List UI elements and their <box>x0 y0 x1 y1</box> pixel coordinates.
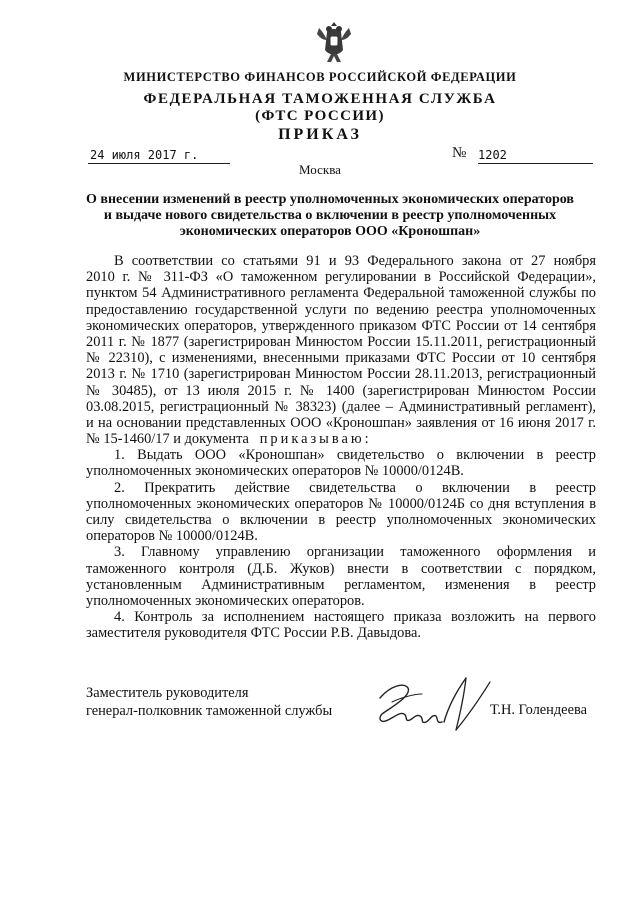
ministry-heading: МИНИСТЕРСТВО ФИНАНСОВ РОССИЙСКОЙ ФЕДЕРАЦИИ <box>123 70 517 84</box>
item-2-line: уполномоченных экономических операторов № 10000/0124Б со дня вступления в <box>86 495 596 512</box>
signatory-position-line: Заместитель руководителя <box>86 685 249 701</box>
body-line: экономических операторов, утвержденного приказом ФТС России от 14 сентября <box>86 317 596 334</box>
body-line: и на основании представленных ООО «Кроношпан» заявления от 16 июня 2017 г. <box>86 414 596 431</box>
body-line: № 22310), с изменениями, внесенными приказами ФТС России от 10 сентября <box>86 350 596 367</box>
handwritten-signature <box>370 668 500 748</box>
order-body <box>86 253 596 642</box>
body-line <box>86 431 596 447</box>
item-2-line: силу свидетельства о включении в реестр уполномоченных экономических <box>86 512 596 528</box>
body-line: 2011 г. № 1877 (зарегистрирован Минюстом России 15.11.2011, регистрационный <box>86 333 596 350</box>
item-2-line: операторов № 10000/0124В. <box>86 528 258 545</box>
item-3-line: 3. Главному управлению организации таможенного оформления и <box>114 544 596 561</box>
title-line: и выдаче нового свидетельства о включении в реестр уполномоченных <box>103 208 557 224</box>
body-line-text: № 15-1460/17 и документа <box>86 431 249 448</box>
title-line: экономических операторов ООО «Кроношпан» <box>179 224 481 240</box>
order-title <box>70 192 590 241</box>
issue-city: Москва <box>299 162 341 177</box>
title-line: О внесении изменений в реестр уполномоченных экономических операторов <box>86 192 574 207</box>
body-line: 2013 г. № 1710 (зарегистрирован Минюстом России 28.11.2013, регистрационный <box>86 366 596 383</box>
body-line: предоставлению государственной услуги по ведению реестра уполномоченных <box>86 301 596 318</box>
item-4-line: заместителя руководителя ФТС России Р.В. Давыдова. <box>86 625 421 642</box>
item-3-line: таможенного контроля (Д.Б. Жуков) внести в соответствии с порядком, <box>86 560 596 577</box>
body-line: 2010 г. № 311-ФЗ «О таможенном регулировании в Российской Федерации», <box>86 269 596 286</box>
item-3-line: установленным Административным регламентом, изменения в реестр <box>86 576 596 593</box>
signatory-position <box>86 684 332 720</box>
document-type-heading: ПРИКАЗ <box>278 126 362 143</box>
service-short-heading: (ФТС РОССИИ) <box>255 108 385 124</box>
item-2-line: 2. Прекратить действие свидетельства о включении в реестр <box>114 479 596 496</box>
order-date: 24 июля 2017 г. <box>88 148 230 164</box>
service-heading: ФЕДЕРАЛЬНАЯ ТАМОЖЕННАЯ СЛУЖБА <box>143 91 497 107</box>
item-4-line: 4. Контроль за исполнением настоящего приказа возложить на первого <box>114 609 596 626</box>
item-1-line: уполномоченных экономических операторов № 10000/0124В. <box>86 463 464 480</box>
order-number: 1202 <box>478 148 593 164</box>
order-command: приказываю: <box>259 431 372 448</box>
body-line: пунктом 54 Административного регламента Федеральной таможенной службы по <box>86 285 596 302</box>
body-line: № 30485), от 13 июля 2015 г. № 1400 (зарегистрирован Минюстом России <box>86 382 596 399</box>
item-1-line: 1. Выдать ООО «Кроношпан» свидетельство о включении в реестр <box>114 447 596 464</box>
signatory-name: Т.Н. Голендеева <box>490 702 587 718</box>
order-number-label: № <box>452 145 467 161</box>
signatory-position-line: генерал-полковник таможенной службы <box>86 703 333 719</box>
body-line: 03.08.2015, регистрационный № 38323) (далее – Административный регламент), <box>86 398 596 415</box>
item-3-line: уполномоченных экономических операторов. <box>86 592 365 609</box>
coat-of-arms-emblem-icon <box>313 18 355 66</box>
body-line: В соответствии со статьями 91 и 93 Федерального закона от 27 ноября <box>114 253 596 269</box>
